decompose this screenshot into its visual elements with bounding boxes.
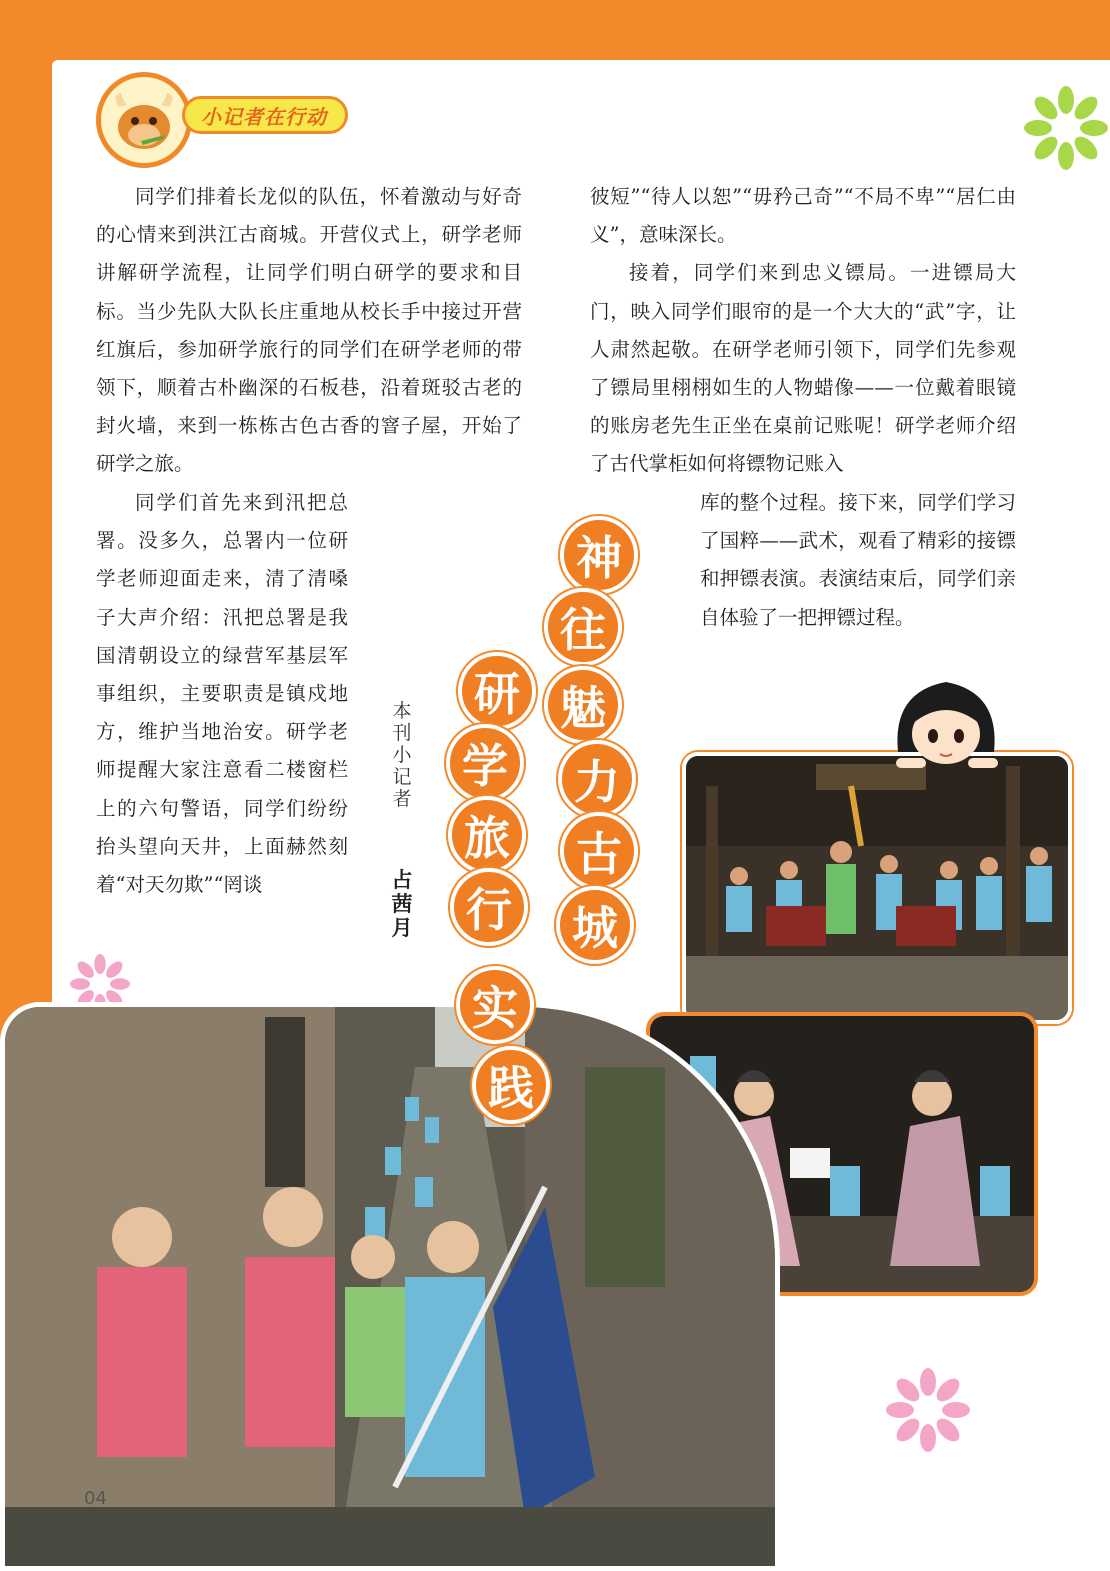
flower-icon	[1024, 86, 1108, 170]
girl-avatar-icon	[888, 672, 1006, 768]
byline-name: 占茜月	[391, 868, 413, 940]
title-char: 行	[450, 868, 528, 946]
title-char: 学	[446, 724, 524, 802]
cow-mascot-icon	[96, 72, 192, 168]
title-char: 古	[560, 812, 638, 890]
paragraph-1: 同学们排着长龙似的队伍，怀着激动与好奇的心情来到洪江古商城。开营仪式上，研学老师讲解研学流程，让同学们明白研学的要求和目标。当少先队大队长庄重地从校长手中接过开营红旗后，参加研学旅行的同学们在研学老师的带领下，顺着古朴幽深的石板巷，沿着斑驳古老的封火墙，来到一栋栋古色古香的窨子屋，开始了研学之旅。	[96, 185, 522, 476]
page-number: 04	[84, 1488, 107, 1509]
title-char: 往	[544, 588, 622, 666]
top-border	[0, 0, 1110, 60]
title-char: 实	[456, 966, 534, 1044]
title-char: 城	[556, 886, 634, 964]
photo-escort-performance	[682, 752, 1072, 1024]
flower-icon	[886, 1368, 970, 1452]
article-column-right	[590, 178, 1016, 484]
paragraph-2-continued: 彼短”“待人以恕”“毋矜己奇”“不局不卑”“居仁由义”，意味深长。	[590, 185, 1016, 247]
section-label: 小记者在行动	[182, 96, 348, 134]
article-column-right-narrow	[700, 484, 1016, 637]
byline-role: 本刊小记者	[392, 700, 412, 810]
paragraph-3-continued: 库的整个过程。接下来，同学们学习了国粹——武术，观看了精彩的接镖和押镖表演。表演结束后，同学们亲自体验了一把押镖过程。	[700, 491, 1016, 629]
title-char: 践	[472, 1046, 550, 1124]
title-char: 旅	[448, 796, 526, 874]
paragraph-3: 接着，同学们来到忠义镖局。一进镖局大门，映入同学们眼帘的是一个大大的“武”字，让人肃然起敬。在研学老师引领下，同学们先参观了镖局里栩栩如生的人物蜡像——一位戴着眼镜的账房老先生正坐在桌前记账呢！研学老师介绍了古代掌柜如何将镖物记账入	[590, 261, 1016, 476]
paragraph-2: 同学们首先来到汛把总署。没多久，总署内一位研学老师迎面走来，清了清嗓子大声介绍：汛把总署是我国清朝设立的绿营军基层军事组织，主要职责是镇戍地方，维护当地治安。研学老师提醒大家注意看二楼窗栏上的六句警语，同学们纷纷抬头望向天井，上面赫然刻着“对天勿欺”“罔谈	[96, 491, 348, 897]
article-column-left	[96, 178, 522, 484]
article-column-left-narrow	[96, 484, 348, 904]
title-char: 魅	[544, 666, 622, 744]
title-char: 神	[560, 516, 638, 594]
photo-alley-procession	[0, 1002, 780, 1571]
title-char: 研	[458, 652, 536, 730]
title-char: 力	[558, 740, 636, 818]
